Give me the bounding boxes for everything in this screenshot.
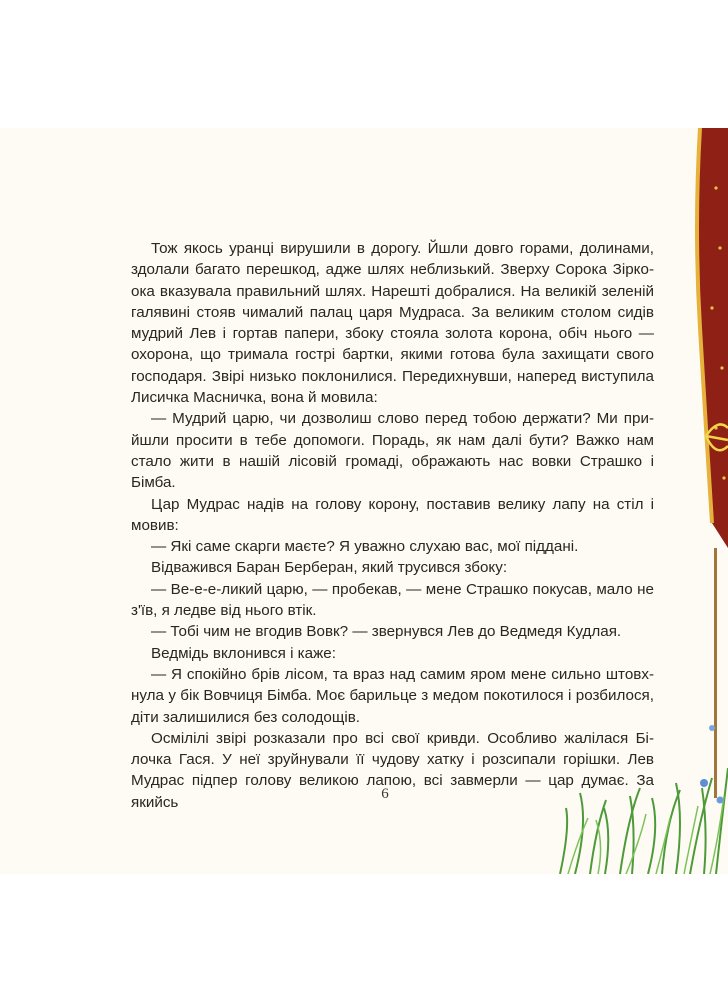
paragraph: — Мудрий царю, чи дозволиш слово перед тобою держати? Ми прийшли просити в тебе допомоги. Порадь, як нам далі бути? Важко нам стало жити в нашій лісовій громаді, ображають нас вовки Страшко і Бімба. [131,410,654,492]
paragraph: Відважився Баран Берберан, який трусився збоку: [151,559,508,577]
book-page [0,128,728,874]
paragraph: Ведмідь вклонився і каже: [151,644,336,662]
paragraph: — Ве-е-е-ликий царю, — пробекав, — мене Страшко покусав, мало не з'їв, я ледве від нього втік. [131,580,654,620]
story-text [131,238,654,813]
paragraph: Тож якось уранці вирушили в дорогу. Йшли довго горами, долинами, здолали багато перешкод, адже шлях неблизький. Зверху Сорока Зіркоока вказувала правильний шлях. Нарешті добралися. На великій зеленій галявині стояв чималий палац царя Мудраса. За великим столом сидів мудрий Лев і гортав папери, збоку стояла золота корона, обіч нього — охорона, що тримала гострі бартки, якими готова була захищати свого господаря. Звірі низько поклонилися. Передихнувши, наперед виступила Лисичка Масничка, вона й мовила: [131,240,654,407]
paragraph: — Тобі чим не вгодив Вовк? — звернувся Лев до Ведмедя Кудлая. [151,623,622,641]
page-number: 6 [381,786,389,802]
paragraph: — Які саме скарги маєте? Я уважно слухаю вас, мої піддані. [151,538,579,556]
paragraph: — Я спокійно брів лісом, та враз над самим яром мене сильно штовхнула у бік Вовчиця Бімба. Моє барильце з медом покотилося і розбилося, діти залишилися без солодощів. [131,665,654,726]
paragraph: Осмілілі звірі розказали про всі свої кривди. Особливо жалілася Білочка Гася. У неї зруйнували її чудову хатку і розсипали горішки. Лев Мудрас підпер голову великою лапою, всі завмерли — цар думає. За якийсь [131,729,654,811]
paragraph: Цар Мудрас надів на голову корону, поставив велику лапу на стіл і мовив: [131,495,654,534]
